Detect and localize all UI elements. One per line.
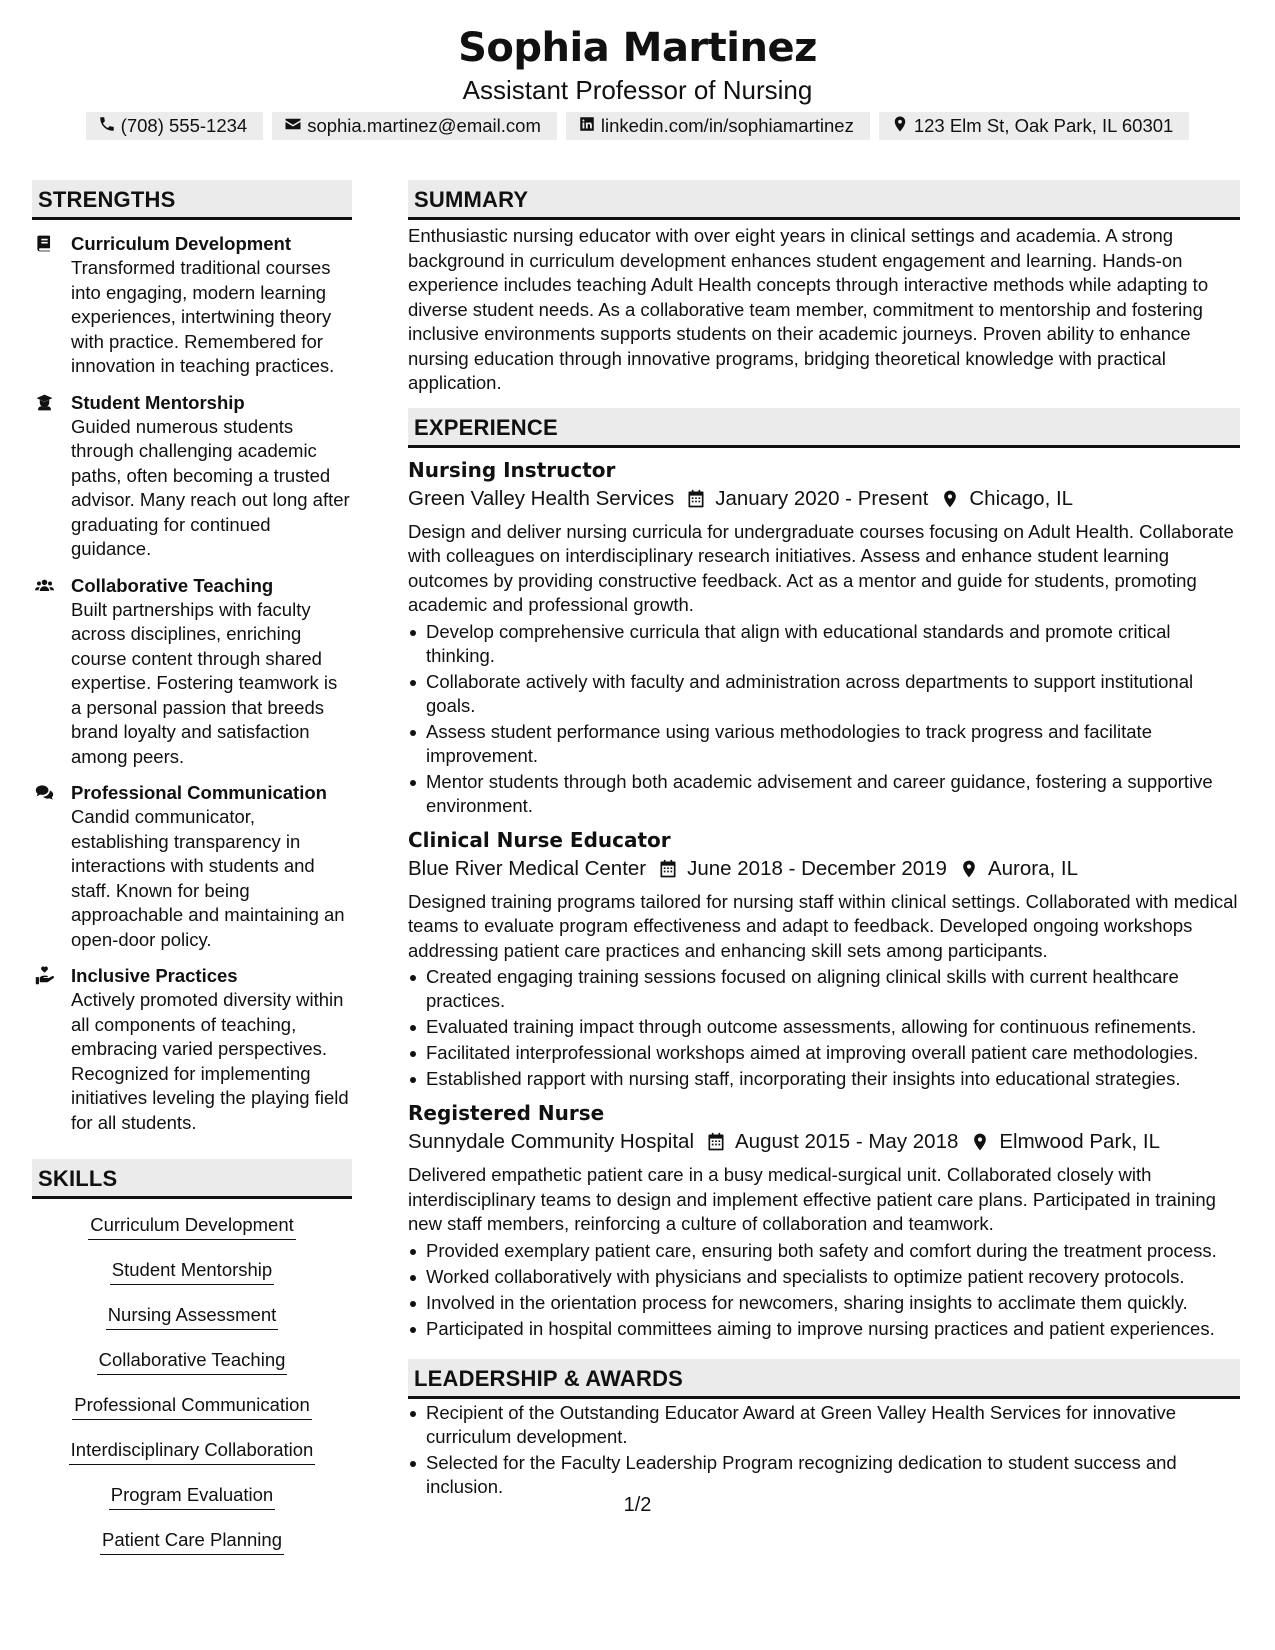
job-title: Clinical Nurse Educator	[408, 827, 671, 852]
strength-item	[32, 964, 352, 1135]
job-company: Green Valley Health Services	[408, 486, 675, 510]
skill-item: Collaborative Teaching	[97, 1348, 288, 1375]
resume-header	[0, 22, 1275, 106]
strength-desc: Transformed traditional courses into engaging, modern learning experiences, intertwining theory with practice. Remembered for innovation in teaching practices.	[71, 257, 335, 376]
calendar-icon	[686, 489, 706, 509]
strength-desc: Candid communicator, establishing transparency in interactions with students and staff. Known for being approachable and maintaining an open-door policy.	[71, 806, 345, 950]
job-title: Nursing Instructor	[408, 457, 616, 482]
contact-bar	[0, 112, 1275, 140]
skill-item: Patient Care Planning	[100, 1528, 284, 1555]
list-item: Mentor students through both academic advisement and career guidance, fostering a supportive environment.	[408, 770, 1240, 818]
linkedin-icon	[578, 115, 596, 138]
job-location: Chicago, IL	[969, 486, 1074, 510]
skill-item: Curriculum Development	[88, 1213, 296, 1240]
skill-item: Program Evaluation	[109, 1483, 275, 1510]
map-pin-icon	[970, 1132, 990, 1152]
job-description: Delivered empathetic patient care in a busy medical-surgical unit. Collaborated closely with interdisciplinary teams to design and implement effective patient care plans. Participated in training new staff members, reinforcing a culture of collaboration and teamwork.	[408, 1164, 1216, 1234]
job-dates: June 2018 - December 2019	[687, 856, 947, 880]
calendar-icon	[706, 1132, 726, 1152]
skill-item: Student Mentorship	[110, 1258, 274, 1285]
strength-title: Professional Communication	[71, 782, 327, 803]
calendar-icon	[658, 859, 678, 879]
graduate-icon	[35, 393, 54, 412]
leadership-list	[408, 1401, 1240, 1499]
list-item: Selected for the Faculty Leadership Program recognizing dedication to student success and inclusion.	[408, 1451, 1240, 1499]
strength-title: Inclusive Practices	[71, 965, 238, 986]
leadership-heading: LEADERSHIP & AWARDS	[408, 1359, 1240, 1399]
job-company: Blue River Medical Center	[408, 856, 647, 880]
job-entry	[408, 456, 1240, 818]
job-bullets	[408, 965, 1240, 1091]
job-entry	[408, 1099, 1240, 1341]
summary-heading: SUMMARY	[408, 180, 1240, 220]
hand-heart-icon	[35, 966, 54, 985]
job-entry	[408, 826, 1240, 1092]
map-pin-icon	[940, 489, 960, 509]
users-icon	[35, 576, 54, 595]
skill-item: Interdisciplinary Collaboration	[69, 1438, 316, 1465]
book-icon	[35, 234, 54, 253]
list-item: Assess student performance using various methodologies to track progress and facilitate improvement.	[408, 720, 1240, 768]
strength-desc: Guided numerous students through challenging academic paths, often becoming a trusted advisor. Many reach out long after graduating for continued guidance.	[71, 415, 350, 559]
job-location: Elmwood Park, IL	[999, 1130, 1161, 1153]
skills-heading: SKILLS	[32, 1159, 352, 1199]
list-item: Established rapport with nursing staff, incorporating their insights into educational strategies.	[408, 1067, 1240, 1091]
strength-title: Student Mentorship	[71, 391, 245, 413]
list-item: Created engaging training sessions focused on aligning clinical skills with current healthcare practices.	[408, 965, 1240, 1013]
map-pin-icon	[891, 115, 909, 138]
job-title: Registered Nurse	[408, 1101, 605, 1125]
list-item: Involved in the orientation process for newcomers, sharing insights to acclimate them quickly.	[408, 1291, 1240, 1315]
experience-heading: EXPERIENCE	[408, 408, 1240, 448]
left-column	[32, 180, 352, 1573]
strength-desc: Actively promoted diversity within all components of teaching, embracing varied perspectives. Recognized for implementing initiatives leveling the playing field for all students.	[71, 989, 349, 1133]
skill-item: Professional Communication	[72, 1393, 311, 1420]
skill-item: Nursing Assessment	[106, 1303, 279, 1330]
job-company: Sunnydale Community Hospital	[408, 1130, 694, 1153]
strength-title: Collaborative Teaching	[71, 574, 274, 596]
strength-desc: Built partnerships with faculty across disciplines, enriching course content through shared expertise. Fostering teamwork is a personal passion that breeds brand loyalty and satisfaction among peers.	[71, 598, 338, 767]
skills-list	[32, 1213, 352, 1573]
list-item: Provided exemplary patient care, ensuring both safety and comfort during the treatment process.	[408, 1239, 1240, 1263]
job-description: Design and deliver nursing curricula for undergraduate courses focusing on Adult Health. Collaborate with colleagues on interdisciplinary research initiatives. Assess and enhance student learning outcomes by providing constructive feedback. Act as a mentor and guide for students, promoting academic and professional growth.	[408, 520, 1234, 615]
strength-item	[32, 232, 352, 379]
summary-text: Enthusiastic nursing educator with over eight years in clinical settings and academia. A strong background in curriculum development enhances student engagement and learning. Hands-on experience includes teaching Adult Health concepts through interactive methods while adapting to diverse student needs. As a collaborative team member, commitment to mentorship and fostering inclusive environments supports students on their academic journeys. Proven ability to enhance nursing education through innovative programs, bridging theoretical knowledge with practical application.	[408, 225, 1209, 393]
strength-item	[32, 574, 352, 770]
contact-text: (708) 555-1234	[120, 115, 248, 136]
strength-item	[32, 391, 352, 562]
job-bullets	[408, 620, 1240, 818]
job-dates: August 2015 - May 2018	[735, 1130, 959, 1153]
job-description: Designed training programs tailored for nursing staff within clinical settings. Collaborated with medical teams to evaluate program effectiveness and adapt to feedback. Developed ongoing workshops addressing patient care practices and enhancing skill sets among participants.	[408, 890, 1238, 961]
comments-icon	[35, 783, 54, 802]
page-number: 1/2	[623, 1494, 652, 1516]
strength-title: Curriculum Development	[71, 233, 291, 254]
list-item: Develop comprehensive curricula that align with educational standards and promote critical thinking.	[408, 620, 1240, 668]
list-item: Evaluated training impact through outcome assessments, allowing for continuous refinements.	[408, 1015, 1240, 1039]
envelope-icon	[284, 115, 302, 138]
job-dates: January 2020 - Present	[715, 486, 929, 510]
job-meta	[408, 484, 1240, 514]
right-column	[408, 180, 1240, 1501]
contact-linkedin[interactable]	[566, 112, 870, 140]
list-item: Collaborate actively with faculty and administration across departments to support institutional goals.	[408, 670, 1240, 718]
strengths-heading: STRENGTHS	[32, 180, 352, 220]
candidate-title: Assistant Professor of Nursing	[462, 75, 813, 105]
list-item: Worked collaboratively with physicians and specialists to optimize patient recovery protocols.	[408, 1265, 1240, 1289]
phone-icon	[98, 115, 116, 138]
contact-phone[interactable]	[86, 112, 264, 140]
contact-text: linkedin.com/in/sophiamartinez	[600, 115, 854, 136]
contact-address[interactable]	[879, 112, 1189, 140]
job-location: Aurora, IL	[987, 856, 1078, 880]
list-item: Facilitated interprofessional workshops aimed at improving overall patient care methodologies.	[408, 1041, 1240, 1065]
list-item: Recipient of the Outstanding Educator Award at Green Valley Health Services for innovative curriculum development.	[408, 1401, 1240, 1449]
job-meta	[408, 854, 1240, 884]
map-pin-icon	[959, 859, 979, 879]
job-bullets	[408, 1239, 1240, 1341]
strength-item	[32, 781, 352, 952]
contact-email[interactable]	[272, 112, 557, 140]
job-meta	[408, 1127, 1240, 1157]
contact-text: sophia.martinez@email.com	[307, 115, 541, 136]
list-item: Participated in hospital committees aiming to improve nursing practices and patient experiences.	[408, 1317, 1240, 1341]
contact-text: 123 Elm St, Oak Park, IL 60301	[913, 115, 1174, 136]
candidate-name: Sophia Martinez	[458, 25, 817, 71]
